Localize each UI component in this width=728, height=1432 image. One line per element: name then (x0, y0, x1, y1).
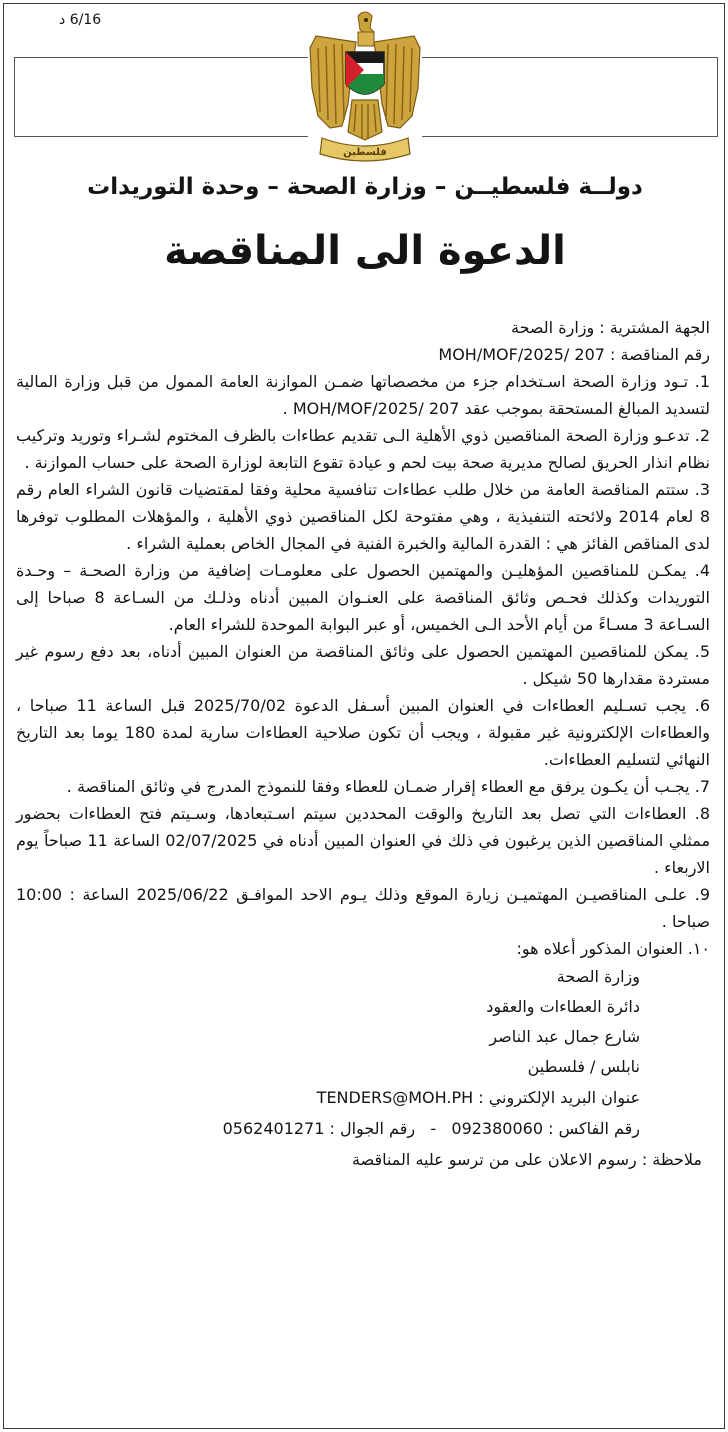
tender-notice-page (3, 3, 725, 1429)
fax-label: رقم الفاكس : (548, 1119, 640, 1138)
palestine-eagle-emblem-icon (308, 8, 422, 164)
phone-separator: - (430, 1119, 437, 1138)
buyer-line: الجهة المشترية : وزارة الصحة (511, 318, 710, 337)
clause-9: 9. علـى المناقصيـن المهتميـن زيارة الموقع وذلك يـوم الاحد الموافـق 2025/06/22 الساعة : 10:00 صباحا . (16, 885, 710, 931)
reference-code: 6/16 د (59, 12, 102, 28)
clause-8: 8. العطاءات التي تصل بعد التاريخ والوقت المحددين سيتم اسـتبعادها، وسـيتم فتح العطاءات بحضور ممثلي المناقصين الذين يرغبون في ذلك في العنوان المبين أدناه في 02/07/2025 الساعة 11 صباحاً يوم الاربعاء . (16, 804, 711, 877)
issuer-header: دولــة فلسطيــن – وزارة الصحة – وحدة التوريدات (87, 174, 643, 200)
email-value: TENDERS@MOH.PH (316, 1088, 474, 1107)
clause-5: 5. يمكن للمناقصين المهتمين الحصول على وثائق المناقصة من العنوان المبين أدناه، بعد دفع رسوم غير مستردة مقدارها 50 شيكل . (16, 642, 710, 688)
clause-3: 3. ستتم المناقصة العامة من خلال طلب عطاءات تنافسية محلية وفقا لمقتضيات قانون الشراء العام رقم 8 لعام 2014 ولائحته التنفيذية ، وهي مفتوحة لكل المناقصين ذوي الأهلية ، والمؤهلات المطلوب توفرها لدى المناقص الفائز هي : القدرة المالية والخبرة الفنية في المجال الخاص بعملية الشراء . (16, 480, 711, 553)
clause-6: 6. يجب تسـليم العطاءات في العنوان المبين أسـفل الدعوة 2025/70/02 قبل الساعة 11 صباحا ، والعطاءات الإلكترونية غير مقبولة ، ويجب أن تكون صلاحية العطاءات سارية لمدة 180 يوما بعد التاريخ النهائي لتسليم العطاءات. (16, 696, 710, 769)
address-line: وزارة الصحة (556, 967, 640, 986)
fee-note: ملاحظة : رسوم الاعلان على من ترسو عليه المناقصة (351, 1150, 702, 1169)
fax-value: 092380060 (451, 1119, 544, 1138)
clause-7: 7. يجـب أن يكـون يرفق مع العطاء إقرار ضمـان للعطاء وفقا للنموذج المدرج في وثائق المناقصة . (66, 777, 710, 796)
phone-line (16, 1113, 710, 1144)
tender-number-value: MOH/MOF/2025/ 207 (438, 345, 605, 364)
clause-10: ١٠. العنوان المذكور أعلاه هو: (516, 939, 710, 958)
email-line (16, 1082, 710, 1113)
page-title: الدعوة الى المناقصة (164, 228, 566, 274)
clause-2: 2. تدعـو وزارة الصحة المناقصين ذوي الأهلية الـى تقديم عطاءات بالظرف المختوم لشـراء وتوريد وتركيب نظام انذار الحريق لصالح مديرية صحة بيت لحم و عيادة تقوع التابعة لوزارة الصحة على حساب الموازنة . (16, 426, 710, 472)
address-line: دائرة العطاءات والعقود (486, 997, 640, 1016)
address-block (16, 962, 710, 1082)
email-label: عنوان البريد الإلكتروني : (478, 1088, 640, 1107)
notice-body (16, 314, 710, 1176)
mobile-value: 0562401271 (222, 1119, 325, 1138)
emblem-label: فلسطين (343, 147, 387, 158)
clause-1: 1. تـود وزارة الصحة اسـتخدام جزء من مخصصاتها ضمـن الموازنة العامة الممول من قبل وزارة المالية لتسديد المبالغ المستحقة بموجب عقد MOH/MOF/2025/ 207 . (16, 372, 710, 418)
clause-4: 4. يمكـن للمناقصين المؤهليـن والمهتمين الحصول على معلومـات إضافية من وزارة الصحـة – وحـدة التوريدات وكذلك فحـص وثائق المناقصة على العنـوان المبين أدناه وذلـك من السـاعة 8 صباحا إلى السـاعة 3 مسـاءً من أيام الأحد الـى الخميس، أو عبر البوابة الموحدة للشراء العام. (16, 561, 710, 634)
tender-number-line (16, 341, 710, 368)
tender-number-label: رقم المناقصة : (610, 345, 710, 364)
address-line: نابلس / فلسطين (527, 1057, 640, 1076)
address-line: شارع جمال عبد الناصر (489, 1027, 640, 1046)
mobile-label: رقم الجوال : (329, 1119, 416, 1138)
